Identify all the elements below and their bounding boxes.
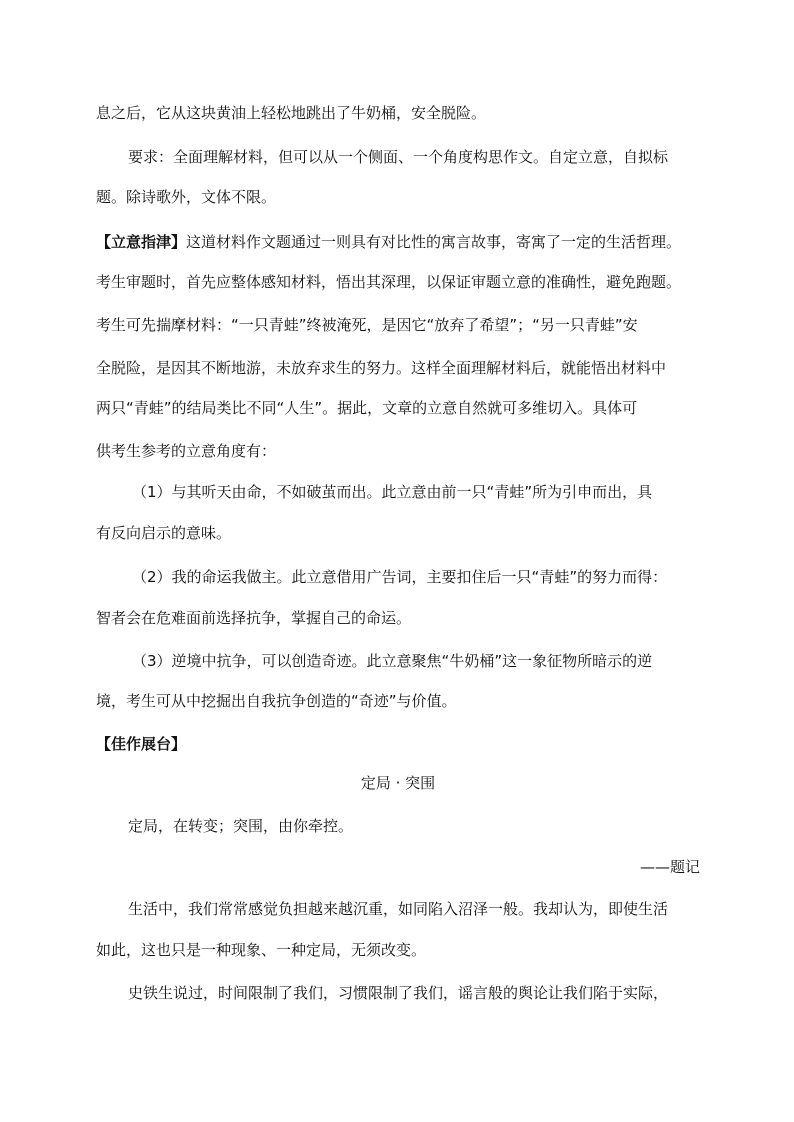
- angle-item-3: （3）逆境中抗争，可以创造奇迹。此立意聚焦“牛奶桶”这一象征物所暗示的逆: [132, 652, 653, 670]
- angle-item-1: （1）与其听天由命，不如破茧而出。此立意由前一只“青蛙”所为引申而出，具: [132, 483, 653, 501]
- guide-line: [96, 231, 700, 253]
- epigraph: 定局，在转变；突围，由你牵控。: [128, 817, 354, 835]
- essay-line: 史铁生说过，时间限制了我们，习惯限制了我们，谣言般的舆论让我们陷于实际，: [128, 984, 669, 1002]
- requirement-line: 要求：全面理解材料，但可以从一个侧面、一个角度构思作文。自定立意，自拟标: [128, 148, 669, 166]
- essay-line: 如此，这也只是一种现象、一种定局，无须改变。: [96, 941, 427, 959]
- essay-line: 生活中，我们常常感觉负担越来越沉重，如同陷入沼泽一般。我却认为，即使生活: [128, 900, 669, 918]
- essay-title: 定局 · 突围: [360, 774, 436, 792]
- angle-item-2: （2）我的命运我做主。此立意借用广告词，主要扣住后一只“青蛙”的努力而得：: [132, 568, 668, 586]
- guide-line: 两只“青蛙”的结局类比不同“人生”。据此，文章的立意自然就可多维切入。具体可: [96, 399, 638, 417]
- angle-item-3-cont: 境，考生可从中挖掘出自我抗争创造的“奇迹”与价值。: [96, 692, 457, 710]
- guide-line: 全脱险，是因其不断地游，未放弃求生的努力。这样全面理解材料后，就能悟出材料中: [96, 359, 667, 377]
- guide-line: 考生可先揣摩材料：“一只青蛙”终被淹死，是因它“放弃了希望”；“另一只青蛙”安: [96, 316, 638, 334]
- guide-line: 供考生参考的立意角度有：: [96, 442, 277, 460]
- angle-item-1-cont: 有反向启示的意味。: [96, 524, 232, 542]
- paragraph-line: 息之后，它从这块黄油上轻松地跳出了牛奶桶，安全脱险。: [96, 104, 487, 122]
- epigraph-attribution: ——题记: [639, 858, 700, 876]
- angle-item-2-cont: 智者会在危难面前选择抗争，掌握自己的命运。: [96, 609, 412, 627]
- requirement-line: 题。除诗歌外，文体不限。: [96, 188, 277, 206]
- guide-text: 这道材料作文题通过一则具有对比性的寓言故事，寄寓了一定的生活哲理。: [186, 233, 682, 251]
- guide-line: 考生审题时，首先应整体感知材料，悟出其深理，以保证审题立意的准确性，避免跑题。: [96, 273, 682, 291]
- section-label-guide: 【立意指津】: [96, 233, 187, 251]
- section-heading-showcase: 【佳作展台】: [96, 735, 187, 753]
